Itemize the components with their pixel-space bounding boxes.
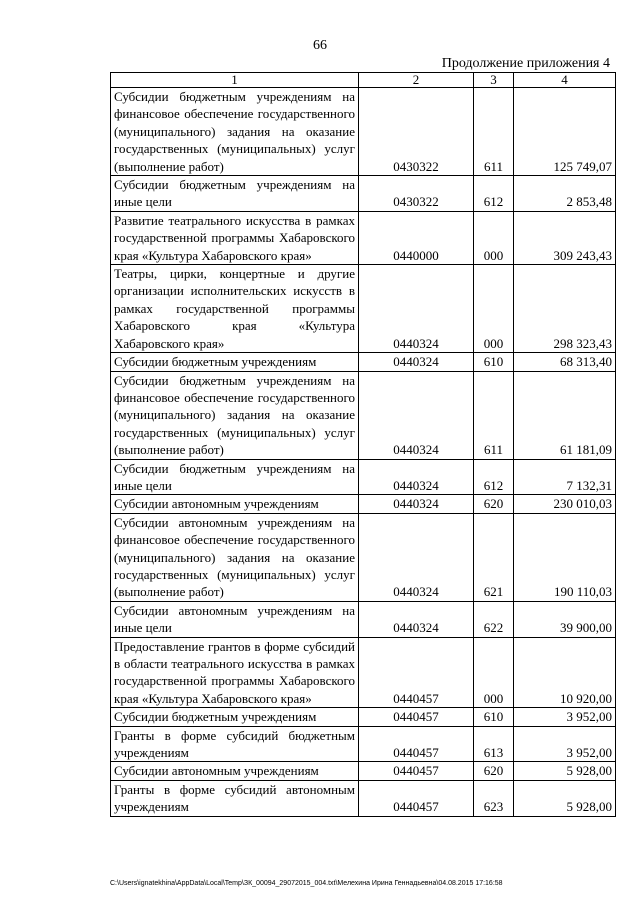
table-row <box>111 513 616 601</box>
header-row <box>111 73 616 88</box>
row-code: 0440457 <box>359 780 474 816</box>
row-amount: 298 323,43 <box>514 265 616 353</box>
row-code: 0440457 <box>359 762 474 780</box>
row-code: 0440324 <box>359 371 474 459</box>
row-expense-type: 610 <box>474 353 514 371</box>
row-code: 0440457 <box>359 637 474 708</box>
table-row <box>111 265 616 353</box>
table-row <box>111 726 616 762</box>
row-expense-type: 611 <box>474 371 514 459</box>
row-expense-type: 621 <box>474 513 514 601</box>
row-code: 0440324 <box>359 265 474 353</box>
table-row <box>111 353 616 371</box>
row-amount: 190 110,03 <box>514 513 616 601</box>
row-amount: 5 928,00 <box>514 762 616 780</box>
row-amount: 3 952,00 <box>514 708 616 726</box>
table-row <box>111 780 616 816</box>
row-amount: 61 181,09 <box>514 371 616 459</box>
row-code: 0440324 <box>359 513 474 601</box>
table-row <box>111 637 616 708</box>
row-amount: 39 900,00 <box>514 601 616 637</box>
row-name: Субсидии бюджетным учреждениям на иные цели <box>111 459 359 495</box>
row-expense-type: 620 <box>474 495 514 513</box>
row-amount: 230 010,03 <box>514 495 616 513</box>
table-row <box>111 211 616 264</box>
row-amount: 10 920,00 <box>514 637 616 708</box>
row-code: 0440324 <box>359 601 474 637</box>
row-amount: 309 243,43 <box>514 211 616 264</box>
row-name: Предоставление грантов в форме субсидий в области театрального искусства в рамках государственной программы Хабаровского края «Культура Хабаровского края» <box>111 637 359 708</box>
row-expense-type: 000 <box>474 211 514 264</box>
row-code: 0440000 <box>359 211 474 264</box>
table-row <box>111 176 616 212</box>
row-expense-type: 610 <box>474 708 514 726</box>
table-row <box>111 708 616 726</box>
row-amount: 7 132,31 <box>514 459 616 495</box>
continuation-label: Продолжение приложения 4 <box>441 56 610 71</box>
row-amount: 125 749,07 <box>514 88 616 176</box>
table-row <box>111 601 616 637</box>
table-row <box>111 88 616 176</box>
row-amount: 3 952,00 <box>514 726 616 762</box>
table-row <box>111 762 616 780</box>
row-expense-type: 000 <box>474 637 514 708</box>
row-name: Субсидии бюджетным учреждениям <box>111 708 359 726</box>
table-row <box>111 371 616 459</box>
column-header-1: 1 <box>111 73 359 88</box>
row-expense-type: 000 <box>474 265 514 353</box>
row-expense-type: 622 <box>474 601 514 637</box>
row-code: 0430322 <box>359 88 474 176</box>
row-expense-type: 612 <box>474 176 514 212</box>
row-name: Гранты в форме субсидий бюджетным учреждениям <box>111 726 359 762</box>
column-header-3: 3 <box>474 73 514 88</box>
row-name: Субсидии автономным учреждениям на финансовое обеспечение государственного (муниципального) задания на оказание государственных (муниципальных) услуг (выполнение работ) <box>111 513 359 601</box>
row-name: Субсидии бюджетным учреждениям на иные цели <box>111 176 359 212</box>
page-number: 66 <box>313 38 327 53</box>
row-name: Театры, цирки, концертные и другие организации исполнительских искусств в рамках государственной программы Хабаровского края «Культура Хабаровского края» <box>111 265 359 353</box>
row-code: 0440324 <box>359 495 474 513</box>
column-header-4: 4 <box>514 73 616 88</box>
row-name: Субсидии бюджетным учреждениям на финансовое обеспечение государственного (муниципального) задания на оказание государственных (муниципальных) услуг (выполнение работ) <box>111 88 359 176</box>
row-code: 0440324 <box>359 459 474 495</box>
row-code: 0440457 <box>359 708 474 726</box>
row-amount: 2 853,48 <box>514 176 616 212</box>
row-name: Субсидии автономным учреждениям <box>111 762 359 780</box>
footer-file-path: C:\Users\ignatekhina\AppData\Local\Temp\ЗК_00094_29072015_004.txt\Мелехина Ирина Геннадьевна\04.08.2015 17:16:58 <box>110 880 503 887</box>
row-name: Гранты в форме субсидий автономным учреждениям <box>111 780 359 816</box>
row-amount: 5 928,00 <box>514 780 616 816</box>
row-amount: 68 313,40 <box>514 353 616 371</box>
table-row <box>111 495 616 513</box>
row-name: Развитие театрального искусства в рамках государственной программы Хабаровского края «Культура Хабаровского края» <box>111 211 359 264</box>
row-code: 0430322 <box>359 176 474 212</box>
budget-table <box>110 72 616 817</box>
row-expense-type: 611 <box>474 88 514 176</box>
row-name: Субсидии бюджетным учреждениям на финансовое обеспечение государственного (муниципального) задания на оказание государственных (муниципальных) услуг (выполнение работ) <box>111 371 359 459</box>
column-header-2: 2 <box>359 73 474 88</box>
row-expense-type: 620 <box>474 762 514 780</box>
row-name: Субсидии бюджетным учреждениям <box>111 353 359 371</box>
row-expense-type: 623 <box>474 780 514 816</box>
row-code: 0440324 <box>359 353 474 371</box>
row-name: Субсидии автономным учреждениям на иные цели <box>111 601 359 637</box>
row-code: 0440457 <box>359 726 474 762</box>
row-name: Субсидии автономным учреждениям <box>111 495 359 513</box>
table-row <box>111 459 616 495</box>
row-expense-type: 613 <box>474 726 514 762</box>
row-expense-type: 612 <box>474 459 514 495</box>
